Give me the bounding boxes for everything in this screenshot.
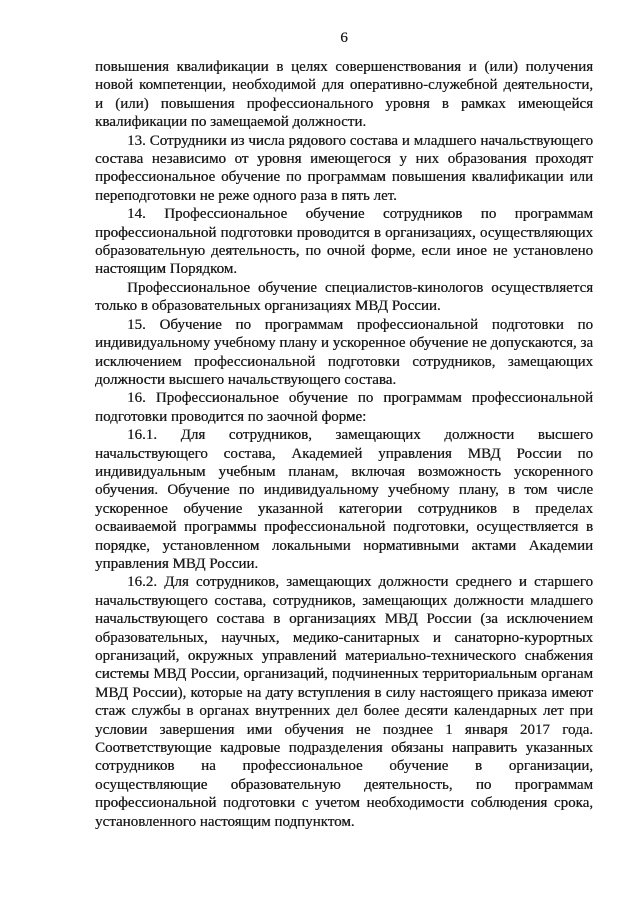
paragraph-15: 15. Обучение по программам профессиональной подготовки по индивидуальному учебному плану и ускоренное обучение не допускаются, за исключением профессиональной подготовки сотрудников, замещающих должности высшего начальствующего состава. bbox=[95, 316, 593, 388]
document-body bbox=[95, 58, 593, 831]
paragraph-14: 14. Профессиональное обучение сотрудников по программам профессиональной подготовки проводится в организациях, осуществляющих образовательную деятельность, по очной форме, если иное не установлено настоящим Порядком. bbox=[95, 206, 593, 278]
paragraph-16-2: 16.2. Для сотрудников, замещающих должности среднего и старшего начальствующего состава, сотрудников, замещающих должности младшего начальствующего состава в организациях МВД России (за исключением образовательных, научных, медико-санитарных и санаторно-курортных организаций, окружных управлений материально-технического снабжения системы МВД России, организаций, подчиненных территориальным органам МВД России), которые на дату вступления в силу настоящего приказа имеют стаж службы в органах внутренних дел более десяти календарных лет при условии завершения ими обучения не позднее 1 января 2017 года. Соответствующие кадровые подразделения обязаны направить указанных сотрудников на профессиональное обучение в организации, осуществляющие образовательную деятельность, по программам профессиональной подготовки с учетом необходимости соблюдения срока, установленного настоящим подпунктом. bbox=[95, 574, 593, 830]
paragraph-13: 13. Сотрудники из числа рядового состава и младшего начальствующего состава независимо от уровня имеющегося у них образования проходят профессиональное обучение по программам повышения квалификации или переподготовки не реже одного раза в пять лет. bbox=[95, 132, 593, 204]
paragraph-16: 16. Профессиональное обучение по программам профессиональной подготовки проводится по заочной форме: bbox=[95, 390, 593, 425]
paragraph-16-1: 16.1. Для сотрудников, замещающих должности высшего начальствующего состава, Академией управления МВД России по индивидуальным учебным планам, включая возможность ускоренного обучения. Обучение по индивидуальному учебному плану, в том числе ускоренное обучение указанной категории сотрудников в пределах осваиваемой программы профессиональной подготовки, осуществляется в порядке, установленном локальными нормативными актами Академии управления МВД России. bbox=[95, 427, 593, 572]
paragraph-continuation: повышения квалификации в целях совершенствования и (или) получения новой компетенции, необходимой для оперативно-служебной деятельности, и (или) повышения профессионального уровня в рамках имеющейся квалификации по замещаемой должности. bbox=[95, 59, 593, 131]
page-number: 6 bbox=[340, 30, 348, 46]
paragraph-14-kinologists: Профессиональное обучение специалистов-кинологов осуществляется только в образовательных организациях МВД России. bbox=[95, 279, 593, 315]
